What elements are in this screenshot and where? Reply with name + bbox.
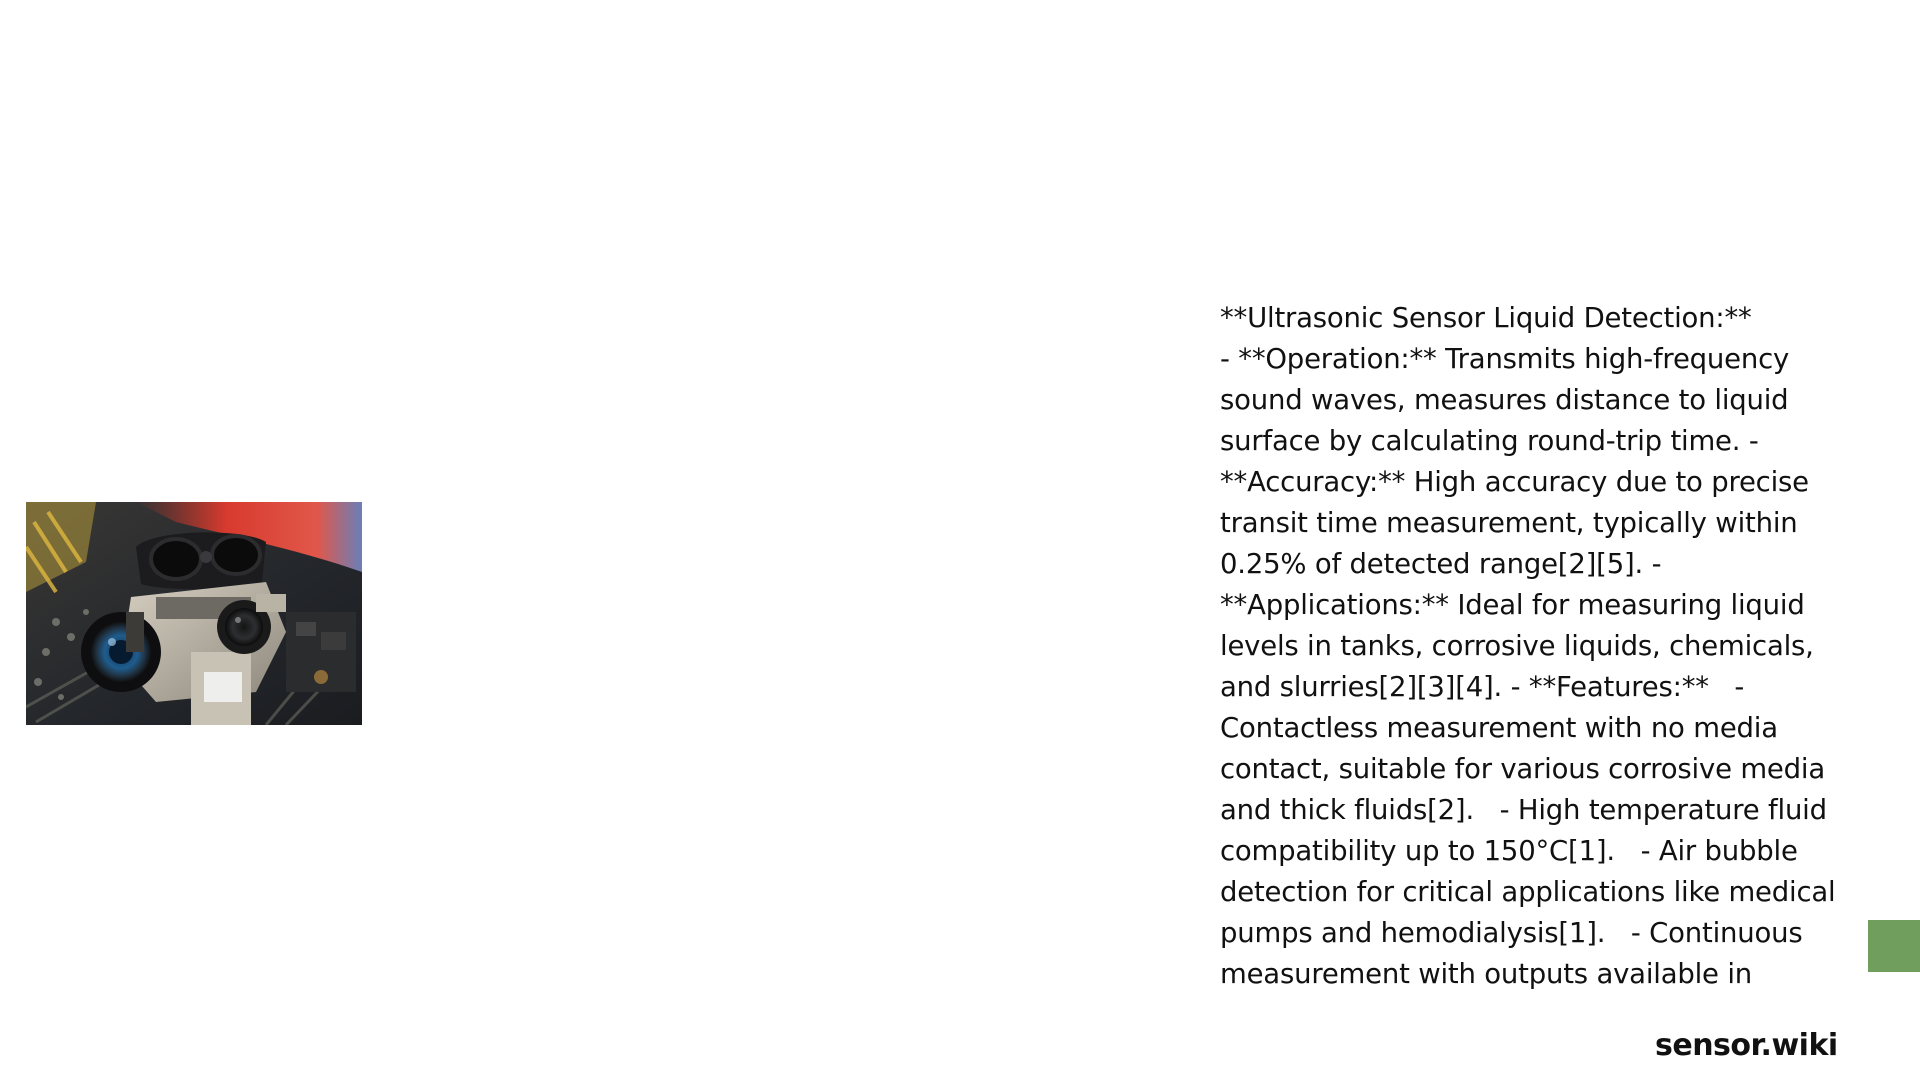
- slide-body-text: **Ultrasonic Sensor Liquid Detection:** - **Operation:** Transmits high-frequency sound waves, measures distance to liquid surface by calculating round-trip time. - **Accuracy:** High accuracy due to precise transit time measurement, typically within 0.25% of detected range[2][5]. - **Applications:** Ideal for measuring liquid levels in tanks, corrosive liquids, chemicals, and slurries[2][3][4]. - **Features:** - Contactless measurement with no media contact, suitable for various corrosive media and thick fluids[2]. - High temperature fluid compatibility up to 150°C[1]. - Air bubble detection for critical applications like medical pumps and hemodialysis[1]. - Continuous measurement with outputs available in: [1220, 302, 1836, 990]
- accent-square: [1868, 920, 1920, 972]
- brand-logo-text: sensor.wiki: [1655, 1028, 1838, 1063]
- ultrasonic-sensor-photo: [26, 502, 362, 725]
